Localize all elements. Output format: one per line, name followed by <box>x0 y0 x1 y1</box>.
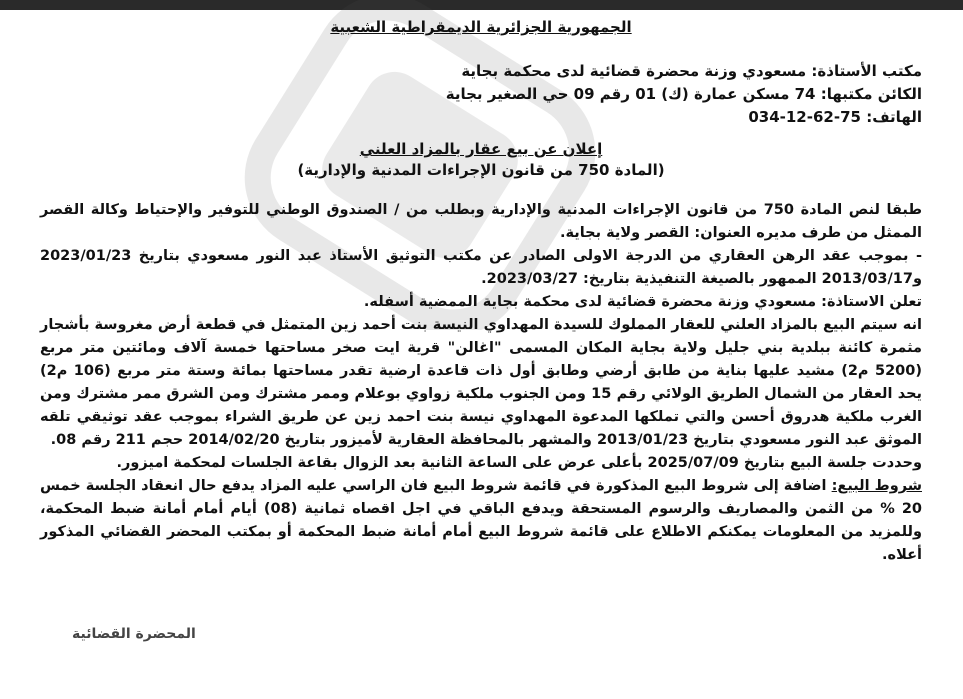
office-line: مكتب الأستاذة: مسعودي وزنة محضرة قضائية لدى محكمة بجاية <box>461 62 922 80</box>
terms-label: شروط البيع: <box>831 478 922 494</box>
phone-line: الهاتف: 75-62-12-034 <box>748 108 922 126</box>
address-line: الكائن مكتبها: 74 مسكن عمارة (ك) 01 رقم 09 حي الصغير بجاية <box>445 85 922 103</box>
paragraph-session: وحددت جلسة البيع بتاريخ 2025/07/09 بأعلى عرض على الساعة الثانية بعد الزوال بقاعة الجلسات لمحكمة اميزور. <box>116 455 922 471</box>
notice-title: إعلان عن بيع عقار بالمزاد العلني <box>359 140 603 158</box>
paragraph-terms <box>40 475 922 567</box>
notice-body <box>40 199 922 567</box>
notice-title-block <box>40 139 922 181</box>
republic-heading: الجمهورية الجزائرية الديمقراطية الشعبية <box>330 18 632 36</box>
announcement-document <box>40 12 922 567</box>
paragraph-mortgage: - بموجب عقد الرهن العقاري من الدرجة الاولى الصادر عن مكتب التوثيق الأستاذ عبد النور مسعودي بتاريخ 2023/01/23 و2013/03/17 الممهور بالصيغة التنفيذية بتاريخ: 2023/03/27. <box>40 248 922 287</box>
paragraph-property: انه سيتم البيع بالمزاد العلني للعقار المملوك للسيدة المهداوي النيسة بنت أحمد زين المتمثل في قطعة أرض مغروسة بأشجار مثمرة كائنة ببلدية بني جليل ولاية بجاية المكان المسمى "اغالن" قرية ايت صخر مساحتها خمسة آلاف ومائتين متر مربع (5200 م2) مشيد عليها بناية من طابق أرضي وطابق أول ذات قاعدة ارضية تقدر مساحتها بمائة وستة متر مربع (106 م2) يحد العقار من الشمال الطريق الولائي رقم 15 ومن الجنوب ملكية زواوي بوعلام وممر مشترك ومن الشرق ممر مشترك ومن الغرب ملكية هدروق أحسن والتي تملكها المدعوة المهداوي نيسة بنت احمد زين عن طريق الشراء بموجب عقد توثيقي تلقه الموثق عبد النور مسعودي بتاريخ 2013/01/23 والمشهر بالمحافظة العقارية لأميزور بتاريخ 2014/02/20 حجم 211 رقم 08. <box>40 317 922 448</box>
terms-text: اضافة إلى شروط البيع المذكورة في قائمة شروط البيع فان الراسي عليه المزاد يدفع حال انعقاد الجلسة خمس 20 % من الثمن والمصاريف والرسوم المستحقة ويدفع الباقي في اجل اقصاه ثمانية (08) أيام أمام أمانة ضبط المحكمة، وللمزيد من المعلومات يمكنكم الاطلاع على قائمة شروط البيع أمام أمانة ضبط المحكمة أو بمكتب المحضر القضائي المذكور أعلاه. <box>40 478 922 563</box>
notice-subtitle: (المادة 750 من قانون الإجراءات المدنية والإدارية) <box>297 161 665 179</box>
bailiff-office-header <box>40 60 922 129</box>
paragraph-announcer: تعلن الاستاذة: مسعودي وزنة محضرة قضائية لدى محكمة بجاية الممضية أسفله. <box>363 294 922 310</box>
paragraph-request: طبقا لنص المادة 750 من قانون الإجراءات المدنية والإدارية وبطلب من / الصندوق الوطني للتوفير والإحتياط وكالة القصر الممثل من طرف مديره العنوان: القصر ولاية بجاية. <box>40 202 923 241</box>
bailiff-signature: المحضرة القضائية <box>72 626 196 642</box>
